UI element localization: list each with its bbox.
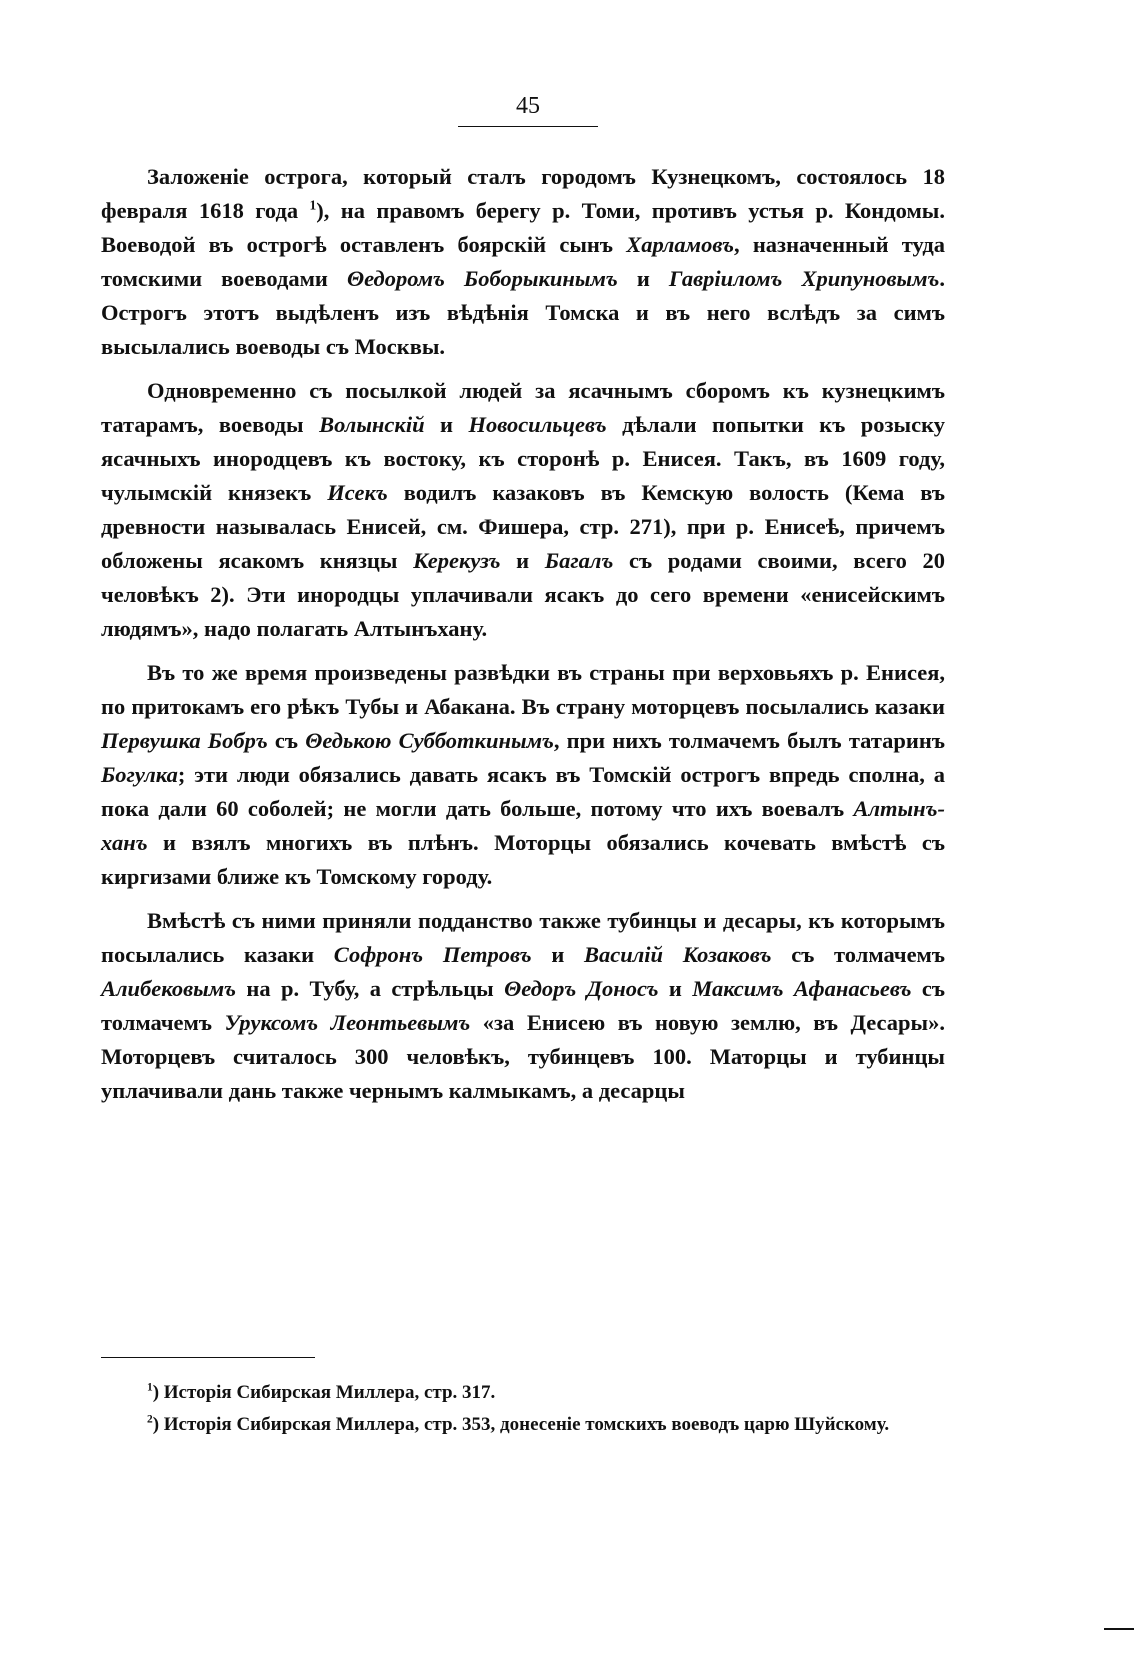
italic-name: Исекъ [327, 480, 388, 505]
header-rule [458, 126, 598, 127]
italic-name: Θедькою Субботкинымъ [305, 728, 554, 753]
text-run: Заложеніе острога, который сталъ городомъ Кузнецкомъ, состоялось 18 февраля 1618 года [101, 164, 945, 223]
text-run: и [500, 548, 545, 573]
text-run: . Острогъ этотъ выдѣленъ изъ вѣдѣнія Томска и въ него вслѣдъ за симъ высылались воеводы съ Москвы. [101, 266, 946, 359]
paragraph [101, 374, 945, 646]
italic-name: Софронъ Петровъ [333, 942, 532, 967]
paragraph [101, 904, 945, 1108]
text-run: дѣлали попытки къ розыску ясачныхъ инородцевъ къ востоку, къ сторонѣ р. Енисея. Такъ, въ 1609 году, чулымскій князекъ [101, 412, 946, 505]
main-text [101, 160, 945, 1118]
text-run: , при нихъ толмачемъ былъ татаринъ [553, 728, 945, 753]
italic-name: Керекузъ [413, 548, 501, 573]
italic-name: Харламовъ [626, 232, 734, 257]
italic-name: Волынскій [319, 412, 425, 437]
text-run: съ родами своими, всего 20 человѣкъ 2). Эти инородцы уплачивали ясакъ до сего времени «енисейскимъ людямъ», надо полагать Алтынъхану. [101, 548, 946, 641]
text-run: и [531, 942, 584, 967]
text-run: и [424, 412, 469, 437]
text-run: и [617, 266, 669, 291]
paragraph [101, 160, 945, 364]
text-run: и взялъ многихъ въ плѣнъ. Моторцы обязались кочевать вмѣстѣ съ киргизами ближе къ Томскому городу. [101, 830, 945, 889]
italic-name: Θедоромъ Боборыкинымъ [346, 266, 618, 291]
italic-name: Максимъ Афанасьевъ [692, 976, 912, 1001]
text-run: Вмѣстѣ съ ними приняли подданство также тубинцы и десары, къ которымъ посылались казаки [101, 908, 945, 967]
text-run: на р. Тубу, а стрѣльцы [236, 976, 505, 1001]
italic-name: Гавріиломъ Хрипуновымъ [668, 266, 940, 291]
text-run: и [658, 976, 693, 1001]
italic-name: Урyксомъ Леонтьевымъ [224, 1010, 471, 1035]
page-number: 45 [516, 93, 540, 119]
italic-name: Василій Козаковъ [583, 942, 772, 967]
text-run: ), на правомъ берегу р. Томи, противъ устья р. Кондомы. Воеводой въ острогѣ оставленъ боярскій сынъ [101, 198, 945, 257]
italic-name: Алтынъ-ханъ [101, 796, 945, 855]
footnotes [101, 1378, 945, 1442]
text-run: съ [267, 728, 306, 753]
italic-name: Алибековымъ [101, 976, 237, 1001]
footnote-divider [101, 1357, 315, 1358]
text-run: водилъ казаковъ въ Кемскую волость (Кема въ древности называлась Енисей, см. Фишера, стр. 271), при р. Енисеѣ, причемъ обложены ясакомъ князцы [101, 480, 945, 573]
italic-name: Первушка Бобръ [101, 728, 268, 753]
italic-name: Богулка [101, 762, 178, 787]
footnote-marker: 1 [147, 1381, 153, 1394]
footnote-marker: 2 [147, 1413, 153, 1426]
scan-edge-mark [1104, 1628, 1134, 1630]
italic-name: Багалъ [544, 548, 614, 573]
text-run: съ толмачемъ [771, 942, 945, 967]
footnote-marker: 1 [309, 197, 317, 213]
footnote [101, 1410, 945, 1440]
text-run: «за Енисею въ новую землю, въ Десары». Моторцевъ считалось 300 человѣкъ, тубинцевъ 100. Маторцы и тубинцы уплачивали дань также чернымъ калмыкамъ, а десарцы [101, 1010, 945, 1103]
text-run: ) Исторія Сибирская Миллера, стр. 317. [152, 1382, 496, 1403]
text-run: съ толмачемъ [101, 976, 945, 1035]
italic-name: Новосильцевъ [468, 412, 607, 437]
paragraph [101, 656, 945, 894]
text-run: , назначенный туда томскими воеводами [101, 232, 945, 291]
footnote [101, 1378, 945, 1408]
text-run: ; эти люди обязались давать ясакъ въ Томскій острогъ впредь сполна, а пока дали 60 соболей; не могли дать больше, потому что ихъ воевалъ [101, 762, 945, 821]
text-run: Въ то же время произведены развѣдки въ страны при верховьяхъ р. Енисея, по притокамъ его рѣкъ Тубы и Абакана. Въ страну моторцевъ посылались казаки [101, 660, 945, 719]
text-run: Одновременно съ посылкой людей за ясачнымъ сборомъ къ кузнецкимъ татарамъ, воеводы [101, 378, 945, 437]
italic-name: Θедоръ Доносъ [504, 976, 659, 1001]
text-run: ) Исторія Сибирская Миллера, стр. 353, донесеніе томскихъ воеводъ царю Шуйскому. [152, 1414, 890, 1435]
